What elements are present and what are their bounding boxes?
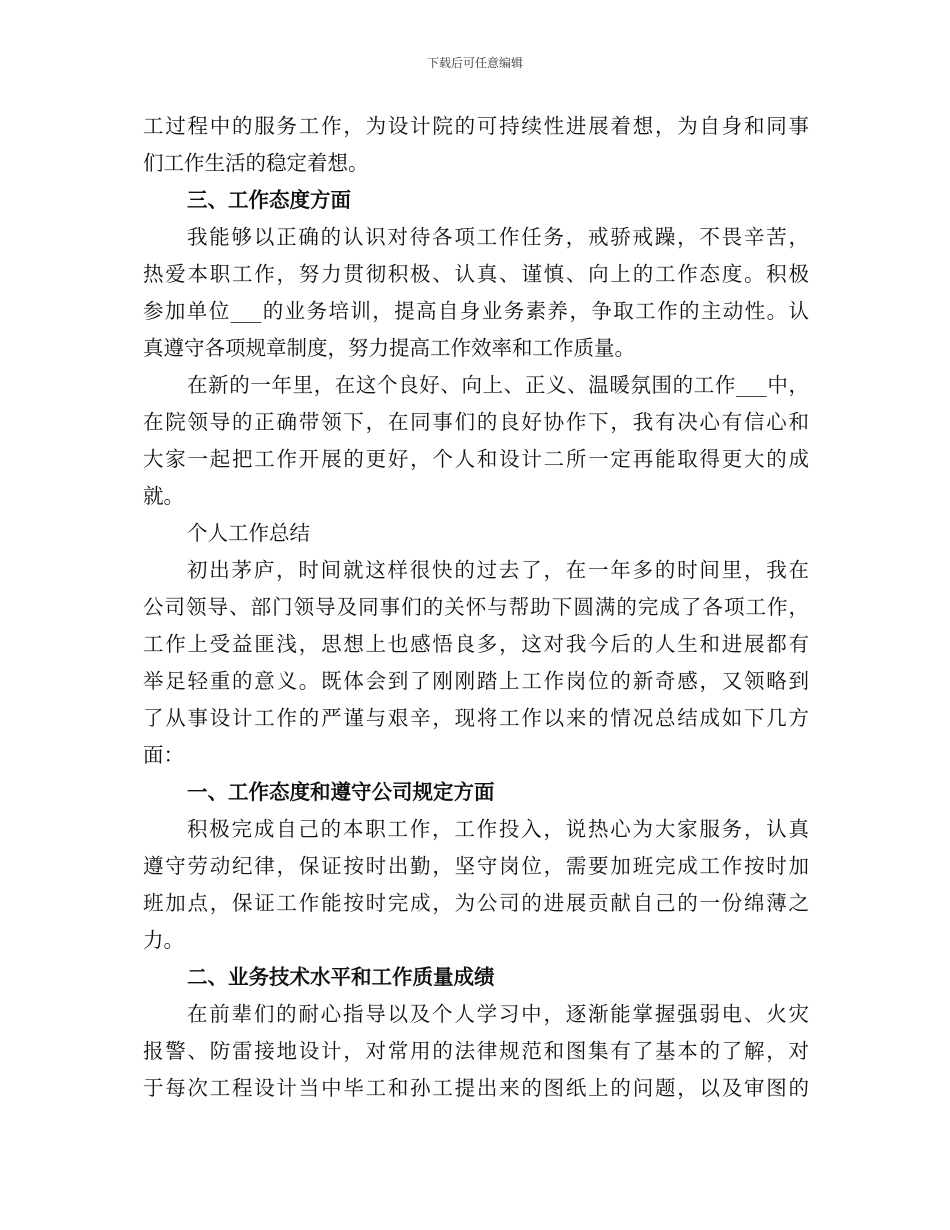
paragraph-line: 于每次工程设计当中毕工和孙工提出来的图纸上的问题，以及审图的: [143, 1076, 809, 1100]
paragraph-line: 在院领导的正确带领下，在同事们的良好协作下，我有决心有信心和: [143, 410, 809, 434]
paragraph-line: 在前辈们的耐心指导以及个人学习中，逐渐能掌握强弱电、火灾: [187, 1002, 809, 1026]
paragraph-line: 工作上受益匪浅，思想上也感悟良多，这对我今后的人生和进展都有: [143, 632, 809, 656]
paragraph-line: 参加单位___的业务培训，提高自身业务素养，争取工作的主动性。认: [143, 299, 809, 323]
document-body: [143, 108, 809, 1107]
paragraph-line: 面：: [143, 743, 184, 767]
paragraph-line: 大家一起把工作开展的更好，个人和设计二所一定再能取得更大的成: [143, 447, 809, 471]
paragraph-line: 遵守劳动纪律，保证按时出勤，坚守岗位，需要加班完成工作按时加: [143, 854, 809, 878]
paragraph-line: 初出茅庐，时间就这样很快的过去了，在一年多的时间里，我在: [187, 558, 809, 582]
section-heading: 三、工作态度方面: [187, 188, 351, 212]
paragraph-line: 公司领导、部门领导及同事们的关怀与帮助下圆满的完成了各项工作，: [143, 595, 809, 619]
paragraph-line: 积极完成自己的本职工作，工作投入，说热心为大家服务，认真: [187, 817, 809, 841]
paragraph-line: 真遵守各项规章制度，努力提高工作效率和工作质量。: [143, 336, 635, 360]
paragraph-line: 我能够以正确的认识对待各项工作任务，戒骄戒躁，不畏辛苦，: [187, 225, 809, 249]
paragraph-line: 班加点，保证工作能按时完成，为公司的进展贡献自己的一份绵薄之: [143, 891, 809, 915]
paragraph-line: 热爱本职工作，努力贯彻积极、认真、谨慎、向上的工作态度。积极: [143, 262, 809, 286]
paragraph-line: 在新的一年里，在这个良好、向上、正义、温暖氛围的工作___中，: [187, 373, 809, 397]
paragraph-line: 工过程中的服务工作，为设计院的可持续性进展着想，为自身和同事: [143, 114, 809, 138]
paragraph-line: 举足轻重的意义。既体会到了刚刚踏上工作岗位的新奇感，又领略到: [143, 669, 809, 693]
section-heading: 二、业务技术水平和工作质量成绩: [187, 965, 495, 989]
paragraph-line: 就。: [143, 484, 184, 508]
paragraph-line: 报警、防雷接地设计，对常用的法律规范和图集有了基本的了解，对: [143, 1039, 809, 1063]
page-header-note: 下载后可任意编辑: [426, 56, 523, 70]
section-heading: 个人工作总结: [187, 521, 310, 545]
paragraph-line: 力。: [143, 928, 184, 952]
paragraph-line: 了从事设计工作的严谨与艰辛，现将工作以来的情况总结成如下几方: [143, 706, 809, 730]
paragraph-line: 们工作生活的稳定着想。: [143, 151, 369, 175]
section-heading: 一、工作态度和遵守公司规定方面: [187, 780, 495, 804]
